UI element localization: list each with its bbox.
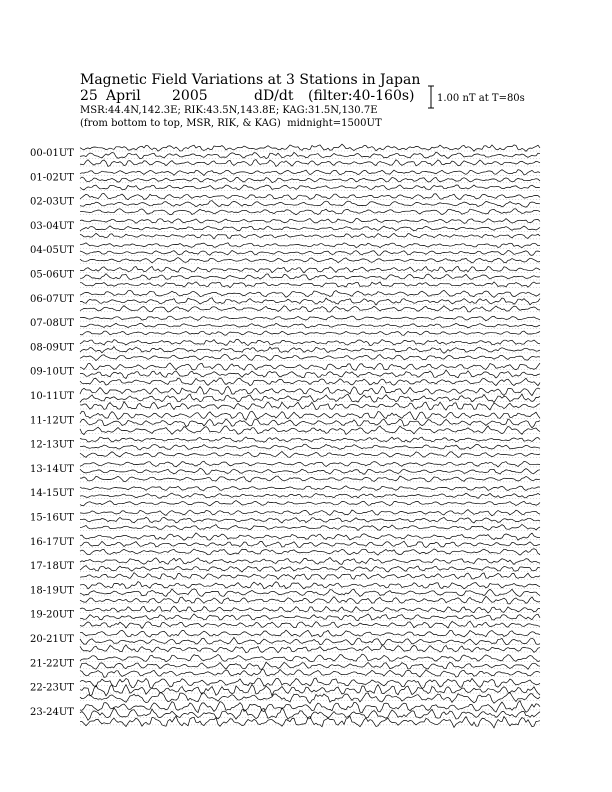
trace-rik xyxy=(80,152,540,159)
hour-label: 05-06UT xyxy=(30,269,74,281)
scale-label: 1.00 nT at T=80s xyxy=(437,93,525,104)
trace-rik xyxy=(80,298,540,305)
hour-label: 13-14UT xyxy=(30,463,74,475)
trace-rik xyxy=(80,444,540,450)
trace-rik xyxy=(80,394,540,403)
trace-msr xyxy=(80,282,540,288)
order-note: (from bottom to top, MSR, RIK, & KAG) xyxy=(80,118,281,129)
trace-kag xyxy=(80,266,540,272)
hour-label: 22-23UT xyxy=(30,682,74,694)
trace-kag xyxy=(80,219,540,224)
date-month: April xyxy=(106,88,141,104)
trace-kag xyxy=(80,363,540,370)
hour-label: 10-11UT xyxy=(30,391,74,402)
hour-label: 00-01UT xyxy=(30,148,74,159)
hour-label: 02-03UT xyxy=(30,196,74,208)
grid-lines xyxy=(80,151,540,725)
hour-label: 07-08UT xyxy=(30,318,74,330)
trace-msr xyxy=(80,233,540,239)
trace-kag xyxy=(80,486,540,491)
trace-msr xyxy=(80,306,540,313)
trace-rik xyxy=(80,708,540,721)
trace-kag xyxy=(80,533,540,540)
trace-rik xyxy=(80,323,540,328)
hour-label: 01-02UT xyxy=(30,172,74,184)
trace-rik xyxy=(80,614,540,621)
trace-msr xyxy=(80,452,540,458)
trace-msr xyxy=(80,549,540,555)
hour-label: 23-24UT xyxy=(30,706,74,718)
hour-label: 04-05UT xyxy=(30,245,74,257)
trace-rik xyxy=(80,226,540,231)
trace-kag xyxy=(80,461,540,467)
trace-msr xyxy=(80,596,540,604)
midnight-note: midnight=1500UT xyxy=(287,118,382,129)
trace-kag xyxy=(80,606,540,613)
hour-label: 12-13UT xyxy=(30,439,74,451)
trace-rik xyxy=(80,177,540,183)
trace-kag xyxy=(80,243,540,248)
trace-rik xyxy=(80,468,540,474)
trace-msr xyxy=(80,501,540,506)
trace-rik xyxy=(80,250,540,255)
trace-rik xyxy=(80,566,540,573)
trace-kag xyxy=(80,654,540,662)
trace-kag xyxy=(80,316,540,321)
trace-rik xyxy=(80,589,540,597)
trace-rik xyxy=(80,662,540,669)
trace-kag xyxy=(80,678,540,689)
trace-kag xyxy=(80,411,540,420)
trace-msr xyxy=(80,160,540,167)
trace-rik xyxy=(80,274,540,280)
hour-label: 18-19UT xyxy=(30,585,74,597)
date-day: 25 xyxy=(80,88,98,104)
hour-label: 16-17UT xyxy=(30,536,74,548)
hour-label: 17-18UT xyxy=(30,561,74,573)
trace-msr xyxy=(80,693,540,704)
trace-rik xyxy=(80,493,540,498)
trace-kag xyxy=(80,510,540,516)
traces xyxy=(80,144,540,728)
trace-msr xyxy=(80,355,540,361)
station-coordinates: MSR:44.4N,142.3E; RIK:43.5N,143.8E; KAG:31.5N,130.7E xyxy=(80,105,378,116)
trace-kag xyxy=(80,558,540,565)
hour-label: 06-07UT xyxy=(30,293,74,305)
hour-label: 11-12UT xyxy=(30,415,74,427)
trace-kag xyxy=(80,339,540,345)
trace-rik xyxy=(80,201,540,208)
trace-msr xyxy=(80,621,540,628)
trace-kag xyxy=(80,437,540,442)
trace-msr xyxy=(80,209,540,215)
hour-label: 20-21UT xyxy=(30,634,74,645)
trace-msr xyxy=(80,258,540,263)
quantity-label: dD/dt xyxy=(254,88,294,104)
hour-label: 14-15UT xyxy=(30,488,74,500)
hour-label: 09-10UT xyxy=(30,366,74,378)
trace-kag xyxy=(80,630,540,637)
trace-msr xyxy=(80,645,540,653)
trace-msr xyxy=(80,573,540,580)
trace-rik xyxy=(80,517,540,523)
scale-bar xyxy=(428,86,434,108)
trace-kag xyxy=(80,194,540,200)
trace-msr xyxy=(80,331,540,335)
trace-kag xyxy=(80,386,540,395)
trace-rik xyxy=(80,638,540,646)
hour-label: 15-16UT xyxy=(30,512,74,524)
trace-msr xyxy=(80,476,540,482)
trace-kag xyxy=(80,701,540,713)
trace-kag xyxy=(80,144,540,151)
trace-rik xyxy=(80,541,540,547)
trace-msr xyxy=(80,524,540,530)
trace-kag xyxy=(80,170,540,176)
hour-label: 08-09UT xyxy=(30,342,74,354)
trace-msr xyxy=(80,185,540,190)
date-year: 2005 xyxy=(172,88,208,104)
trace-rik xyxy=(80,347,540,354)
hour-label: 21-22UT xyxy=(30,658,74,670)
trace-rik xyxy=(80,419,540,428)
hour-label: 03-04UT xyxy=(30,220,74,232)
chart-title: Magnetic Field Variations at 3 Stations in Japan xyxy=(80,72,421,88)
hour-labels xyxy=(30,148,74,718)
trace-kag xyxy=(80,582,540,589)
trace-kag xyxy=(80,290,540,297)
filter-label: (filter:40-160s) xyxy=(308,88,415,104)
hour-label: 19-20UT xyxy=(30,609,74,621)
